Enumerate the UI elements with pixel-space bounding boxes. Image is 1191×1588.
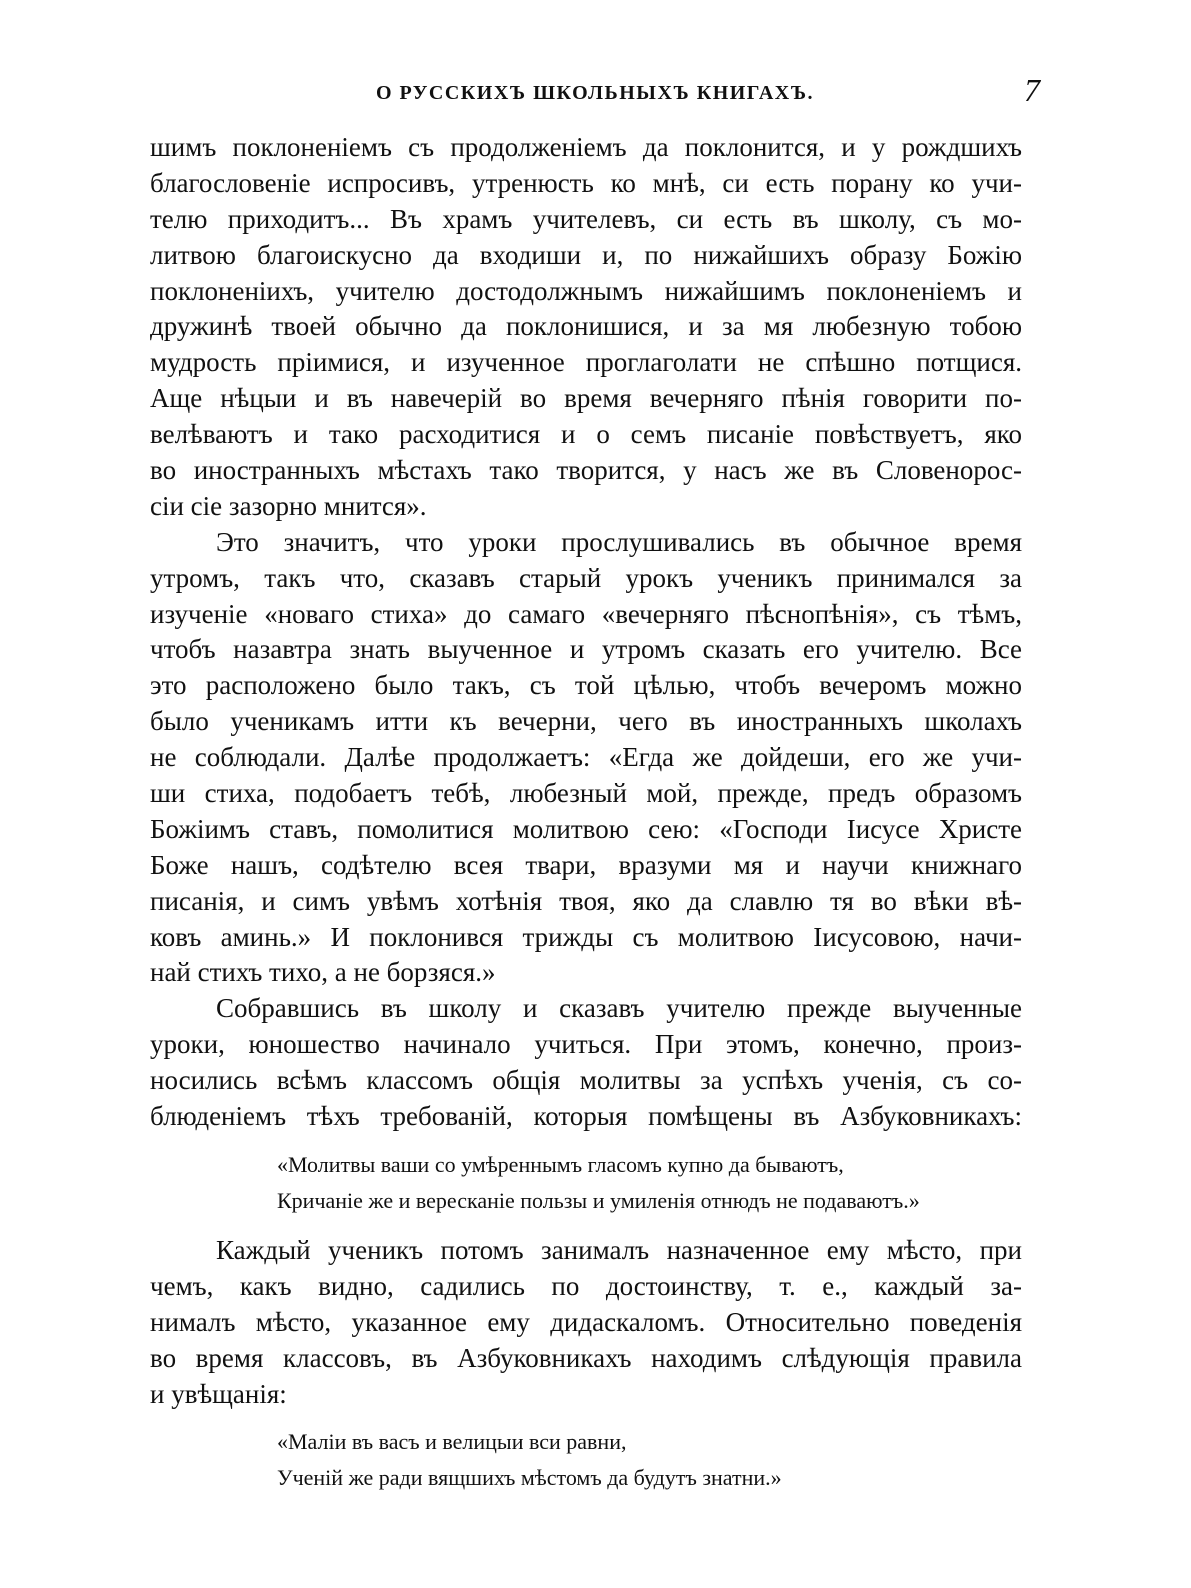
running-head: О РУССКИХЪ ШКОЛЬНЫХЪ КНИГАХЪ. bbox=[375, 82, 815, 104]
verse-line: «Молитвы ваши со умѣреннымъ гласомъ купно да бываютъ, bbox=[277, 1151, 844, 1177]
paragraph-2 bbox=[150, 525, 1022, 992]
text-line: писанія, и симъ увѣмъ хотѣнія твоя, яко да славлю тя во вѣки вѣ- bbox=[150, 885, 1022, 916]
text-line: не соблюдали. Далѣе продолжаетъ: «Егда же дойдеши, его же учи- bbox=[150, 742, 1022, 773]
text-line: най стихъ тихо, а не борзяся.» bbox=[150, 957, 496, 988]
text-line: сіи сіе зазорно мнится». bbox=[150, 490, 427, 521]
text-line: нималъ мѣсто, указанное ему дидаскаломъ. Относительно поведенія bbox=[150, 1306, 1022, 1337]
paragraph-3 bbox=[150, 991, 1022, 1135]
paragraph-1 bbox=[150, 130, 1022, 525]
text-line: во иностранныхъ мѣстахъ тако творится, у насъ же въ Словенорос- bbox=[150, 455, 1022, 486]
text-line: ковъ аминь.» И поклонився трижды съ молитвою Іисусовою, начи- bbox=[150, 921, 1022, 952]
text-line: литвою благоискусно да входиши и, по нижайшихъ образу Божію bbox=[150, 239, 1022, 270]
verse-quote-2 bbox=[277, 1424, 1022, 1496]
text-line: носились всѣмъ классомъ общія молитвы за успѣхъ ученія, съ со- bbox=[150, 1065, 1022, 1096]
verse-line: Ученій же ради вящшихъ мѣстомъ да будутъ знатни.» bbox=[277, 1465, 782, 1491]
text-line: утромъ, такъ что, сказавъ старый урокъ ученикъ принимался за bbox=[150, 562, 1022, 593]
paragraph-4 bbox=[150, 1233, 1022, 1412]
page-number: 7 bbox=[1024, 72, 1040, 108]
text-line: Боже нашъ, содѣтелю всея твари, вразуми мя и научи книжнаго bbox=[150, 849, 1022, 880]
text-line: чтобъ назавтра знать выученное и утромъ сказать его учителю. Все bbox=[150, 634, 1022, 665]
text-line: велѣваютъ и тако расходитися и о семъ писаніе повѣствуетъ, яко bbox=[150, 419, 1022, 450]
text-line: было ученикамъ итти къ вечерни, чего въ иностранныхъ школахъ bbox=[150, 706, 1022, 737]
page-header bbox=[150, 72, 1040, 112]
text-line: благословеніе испросивъ, утренюсть ко мнѣ, си есть порану ко учи- bbox=[150, 167, 1022, 198]
text-line: Каждый ученикъ потомъ занималъ назначенное ему мѣсто, при bbox=[216, 1234, 1022, 1265]
text-line: чемъ, какъ видно, садились по достоинству, т. е., каждый за- bbox=[150, 1270, 1022, 1301]
text-line: и увѣщанія: bbox=[150, 1378, 287, 1409]
verse-quote-1 bbox=[277, 1147, 1022, 1219]
verse-line: «Малiи въ васъ и велицыи вси равни, bbox=[277, 1429, 627, 1455]
text-line: это расположено было такъ, съ той цѣлью, чтобъ вечеромъ можно bbox=[150, 670, 1022, 701]
text-line: Собравшись въ школу и сказавъ учителю прежде выученные bbox=[216, 993, 1022, 1024]
verse-line: Кричаніе же и вересканіе пользы и умиленія отнюдъ не подаваютъ.» bbox=[277, 1187, 920, 1213]
text-line: дружинѣ твоей обычно да поклонишися, и за мя любезную тобою bbox=[150, 311, 1022, 342]
text-line: изученіе «новаго стиха» до самаго «вечерняго пѣснопѣнія», съ тѣмъ, bbox=[150, 598, 1022, 629]
text-line: шимъ поклоненіемъ съ продолженіемъ да поклонится, и у рождшихъ bbox=[150, 132, 1022, 162]
text-line: Аще нѣцыи и въ навечерій во время вечерняго пѣнія говорити по- bbox=[150, 383, 1022, 414]
text-line: Это значитъ, что уроки прослушивались въ обычное время bbox=[216, 526, 1022, 557]
text-line: ши стиха, подобаетъ тебѣ, любезный мой, прежде, предъ образомъ bbox=[150, 778, 1022, 809]
text-line: поклоненіихъ, учителю достодолжнымъ нижайшимъ поклоненіемъ и bbox=[150, 275, 1022, 306]
text-line: блюденіемъ тѣхъ требованій, которыя помѣщены въ Азбуковникахъ: bbox=[150, 1101, 1022, 1132]
text-line: Божіимъ ставъ, помолитися молитвою сею: «Господи Іисусе Христе bbox=[150, 813, 1022, 844]
text-line: уроки, юношество начинало учиться. При этомъ, конечно, произ- bbox=[150, 1029, 1022, 1060]
text-line: телю приходитъ... Въ храмъ учителевъ, си есть въ школу, съ мо- bbox=[150, 203, 1022, 234]
body-text bbox=[150, 130, 1022, 1496]
text-line: во время классовъ, въ Азбуковникахъ находимъ слѣдующія правила bbox=[150, 1342, 1022, 1373]
text-line: мудрость пріимися, и изученное проглаголати не спѣшно потщися. bbox=[150, 347, 1022, 378]
